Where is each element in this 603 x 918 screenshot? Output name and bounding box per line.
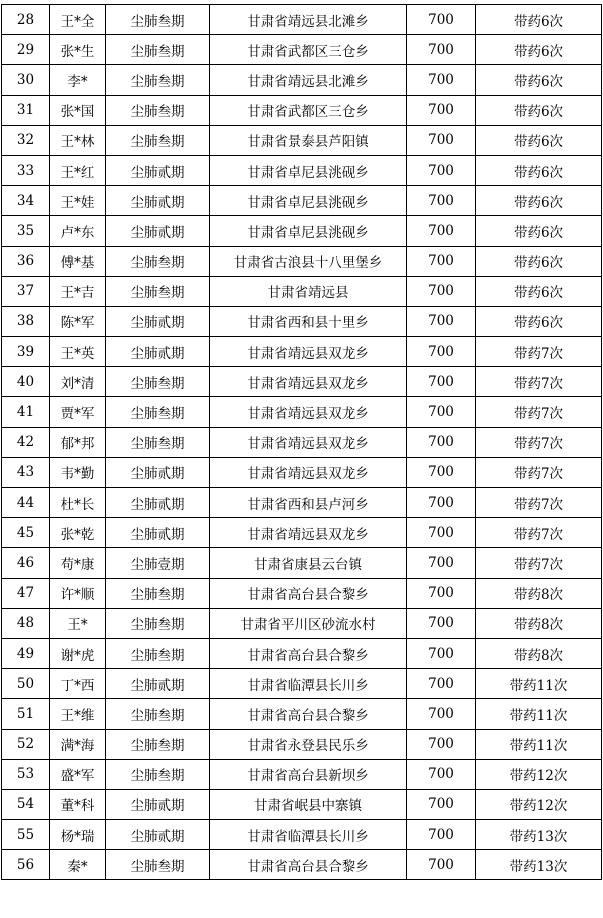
- patient-name-cell: 张*国: [50, 95, 106, 125]
- row-number-cell: 47: [2, 578, 50, 608]
- table-row: [2, 367, 602, 397]
- address-cell: 甘肃省卓尼县洮砚乡: [210, 155, 407, 185]
- patient-name-cell: 杨*瑞: [50, 820, 106, 850]
- patient-name-cell: 王*娃: [50, 186, 106, 216]
- disease-stage-cell: 尘肺叁期: [106, 95, 210, 125]
- amount-cell: 700: [407, 548, 476, 578]
- patient-name-cell: 王*: [50, 608, 106, 638]
- table-row: [2, 548, 602, 578]
- patient-name-cell: 韦*勤: [50, 457, 106, 487]
- row-number-cell: 33: [2, 155, 50, 185]
- table-row: [2, 186, 602, 216]
- medication-count-cell: 带药13次: [476, 820, 602, 850]
- disease-stage-cell: 尘肺贰期: [106, 457, 210, 487]
- medication-count-cell: 带药6次: [476, 5, 602, 35]
- row-number-cell: 43: [2, 457, 50, 487]
- patient-name-cell: 满*海: [50, 729, 106, 759]
- medication-count-cell: 带药6次: [476, 186, 602, 216]
- disease-stage-cell: 尘肺贰期: [106, 669, 210, 699]
- table-row: [2, 820, 602, 850]
- table-row: [2, 699, 602, 729]
- patient-name-cell: 陈*军: [50, 306, 106, 336]
- address-cell: 甘肃省靖远县北滩乡: [210, 5, 407, 35]
- amount-cell: 700: [407, 608, 476, 638]
- disease-stage-cell: 尘肺叁期: [106, 699, 210, 729]
- amount-cell: 700: [407, 306, 476, 336]
- medication-count-cell: 带药7次: [476, 427, 602, 457]
- disease-stage-cell: 尘肺贰期: [106, 820, 210, 850]
- patient-name-cell: 张*乾: [50, 518, 106, 548]
- patient-name-cell: 卢*东: [50, 216, 106, 246]
- disease-stage-cell: 尘肺叁期: [106, 638, 210, 668]
- address-cell: 甘肃省平川区砂流水村: [210, 608, 407, 638]
- table-row: [2, 5, 602, 35]
- row-number-cell: 29: [2, 35, 50, 65]
- patient-name-cell: 傅*基: [50, 246, 106, 276]
- table-row: [2, 518, 602, 548]
- medication-count-cell: 带药7次: [476, 457, 602, 487]
- records-table: [1, 4, 602, 880]
- address-cell: 甘肃省武都区三仓乡: [210, 35, 407, 65]
- patient-name-cell: 盛*军: [50, 759, 106, 789]
- patient-name-cell: 王*林: [50, 125, 106, 155]
- amount-cell: 700: [407, 820, 476, 850]
- address-cell: 甘肃省靖远县双龙乡: [210, 427, 407, 457]
- disease-stage-cell: 尘肺贰期: [106, 155, 210, 185]
- amount-cell: 700: [407, 488, 476, 518]
- amount-cell: 700: [407, 669, 476, 699]
- table-row: [2, 669, 602, 699]
- amount-cell: 700: [407, 699, 476, 729]
- table-row: [2, 638, 602, 668]
- address-cell: 甘肃省西和县卢河乡: [210, 488, 407, 518]
- row-number-cell: 50: [2, 669, 50, 699]
- address-cell: 甘肃省高台县合黎乡: [210, 850, 407, 880]
- disease-stage-cell: 尘肺贰期: [106, 488, 210, 518]
- medication-count-cell: 带药7次: [476, 488, 602, 518]
- amount-cell: 700: [407, 427, 476, 457]
- row-number-cell: 51: [2, 699, 50, 729]
- patient-name-cell: 秦*: [50, 850, 106, 880]
- table-row: [2, 789, 602, 819]
- address-cell: 甘肃省靖远县双龙乡: [210, 397, 407, 427]
- amount-cell: 700: [407, 397, 476, 427]
- table-row: [2, 246, 602, 276]
- patient-name-cell: 王*红: [50, 155, 106, 185]
- row-number-cell: 32: [2, 125, 50, 155]
- amount-cell: 700: [407, 638, 476, 668]
- amount-cell: 700: [407, 729, 476, 759]
- disease-stage-cell: 尘肺叁期: [106, 608, 210, 638]
- disease-stage-cell: 尘肺贰期: [106, 518, 210, 548]
- patient-name-cell: 郁*邦: [50, 427, 106, 457]
- medication-count-cell: 带药6次: [476, 306, 602, 336]
- address-cell: 甘肃省卓尼县洮砚乡: [210, 186, 407, 216]
- disease-stage-cell: 尘肺贰期: [106, 216, 210, 246]
- amount-cell: 700: [407, 246, 476, 276]
- address-cell: 甘肃省高台县合黎乡: [210, 638, 407, 668]
- medication-count-cell: 带药8次: [476, 608, 602, 638]
- table-row: [2, 155, 602, 185]
- row-number-cell: 30: [2, 65, 50, 95]
- medication-count-cell: 带药6次: [476, 246, 602, 276]
- disease-stage-cell: 尘肺叁期: [106, 5, 210, 35]
- table-row: [2, 457, 602, 487]
- disease-stage-cell: 尘肺贰期: [106, 337, 210, 367]
- row-number-cell: 46: [2, 548, 50, 578]
- amount-cell: 700: [407, 367, 476, 397]
- table-row: [2, 95, 602, 125]
- medication-count-cell: 带药12次: [476, 759, 602, 789]
- row-number-cell: 42: [2, 427, 50, 457]
- disease-stage-cell: 尘肺叁期: [106, 367, 210, 397]
- table-row: [2, 427, 602, 457]
- amount-cell: 700: [407, 518, 476, 548]
- row-number-cell: 35: [2, 216, 50, 246]
- disease-stage-cell: 尘肺叁期: [106, 125, 210, 155]
- patient-name-cell: 谢*虎: [50, 638, 106, 668]
- address-cell: 甘肃省康县云台镇: [210, 548, 407, 578]
- address-cell: 甘肃省临潭县长川乡: [210, 820, 407, 850]
- disease-stage-cell: 尘肺叁期: [106, 578, 210, 608]
- disease-stage-cell: 尘肺叁期: [106, 35, 210, 65]
- address-cell: 甘肃省临潭县长川乡: [210, 669, 407, 699]
- amount-cell: 700: [407, 95, 476, 125]
- disease-stage-cell: 尘肺叁期: [106, 759, 210, 789]
- patient-name-cell: 王*吉: [50, 276, 106, 306]
- records-table-body: [2, 5, 602, 880]
- medication-count-cell: 带药12次: [476, 789, 602, 819]
- address-cell: 甘肃省岷县中寨镇: [210, 789, 407, 819]
- row-number-cell: 48: [2, 608, 50, 638]
- row-number-cell: 31: [2, 95, 50, 125]
- disease-stage-cell: 尘肺叁期: [106, 65, 210, 95]
- medication-count-cell: 带药11次: [476, 669, 602, 699]
- address-cell: 甘肃省高台县新坝乡: [210, 759, 407, 789]
- medication-count-cell: 带药6次: [476, 65, 602, 95]
- address-cell: 甘肃省靖远县北滩乡: [210, 65, 407, 95]
- row-number-cell: 55: [2, 820, 50, 850]
- disease-stage-cell: 尘肺叁期: [106, 729, 210, 759]
- disease-stage-cell: 尘肺壹期: [106, 548, 210, 578]
- row-number-cell: 37: [2, 276, 50, 306]
- address-cell: 甘肃省永登县民乐乡: [210, 729, 407, 759]
- amount-cell: 700: [407, 125, 476, 155]
- address-cell: 甘肃省靖远县双龙乡: [210, 337, 407, 367]
- amount-cell: 700: [407, 337, 476, 367]
- disease-stage-cell: 尘肺叁期: [106, 427, 210, 457]
- medication-count-cell: 带药11次: [476, 729, 602, 759]
- table-row: [2, 488, 602, 518]
- amount-cell: 700: [407, 65, 476, 95]
- row-number-cell: 36: [2, 246, 50, 276]
- patient-name-cell: 董*科: [50, 789, 106, 819]
- amount-cell: 700: [407, 35, 476, 65]
- amount-cell: 700: [407, 216, 476, 246]
- patient-name-cell: 王*维: [50, 699, 106, 729]
- address-cell: 甘肃省西和县十里乡: [210, 306, 407, 336]
- address-cell: 甘肃省卓尼县洮砚乡: [210, 216, 407, 246]
- amount-cell: 700: [407, 186, 476, 216]
- medication-count-cell: 带药6次: [476, 125, 602, 155]
- table-row: [2, 397, 602, 427]
- row-number-cell: 41: [2, 397, 50, 427]
- table-row: [2, 850, 602, 880]
- patient-name-cell: 李*: [50, 65, 106, 95]
- table-row: [2, 276, 602, 306]
- medication-count-cell: 带药6次: [476, 95, 602, 125]
- table-row: [2, 578, 602, 608]
- patient-name-cell: 杜*长: [50, 488, 106, 518]
- amount-cell: 700: [407, 850, 476, 880]
- table-row: [2, 337, 602, 367]
- row-number-cell: 52: [2, 729, 50, 759]
- row-number-cell: 38: [2, 306, 50, 336]
- medication-count-cell: 带药8次: [476, 578, 602, 608]
- patient-name-cell: 刘*清: [50, 367, 106, 397]
- medication-count-cell: 带药8次: [476, 638, 602, 668]
- address-cell: 甘肃省武都区三仓乡: [210, 95, 407, 125]
- row-number-cell: 34: [2, 186, 50, 216]
- patient-name-cell: 丁*西: [50, 669, 106, 699]
- medication-count-cell: 带药7次: [476, 367, 602, 397]
- address-cell: 甘肃省高台县合黎乡: [210, 699, 407, 729]
- patient-name-cell: 贾*军: [50, 397, 106, 427]
- table-row: [2, 125, 602, 155]
- row-number-cell: 39: [2, 337, 50, 367]
- patient-name-cell: 王*全: [50, 5, 106, 35]
- row-number-cell: 45: [2, 518, 50, 548]
- address-cell: 甘肃省高台县合黎乡: [210, 578, 407, 608]
- medication-count-cell: 带药7次: [476, 397, 602, 427]
- address-cell: 甘肃省古浪县十八里堡乡: [210, 246, 407, 276]
- table-row: [2, 608, 602, 638]
- address-cell: 甘肃省靖远县双龙乡: [210, 457, 407, 487]
- amount-cell: 700: [407, 759, 476, 789]
- address-cell: 甘肃省靖远县双龙乡: [210, 518, 407, 548]
- patient-name-cell: 苟*康: [50, 548, 106, 578]
- patient-name-cell: 许*顺: [50, 578, 106, 608]
- table-row: [2, 759, 602, 789]
- table-row: [2, 729, 602, 759]
- medication-count-cell: 带药13次: [476, 850, 602, 880]
- row-number-cell: 53: [2, 759, 50, 789]
- medication-count-cell: 带药6次: [476, 276, 602, 306]
- disease-stage-cell: 尘肺贰期: [106, 306, 210, 336]
- medication-count-cell: 带药7次: [476, 548, 602, 578]
- table-row: [2, 35, 602, 65]
- amount-cell: 700: [407, 155, 476, 185]
- medication-count-cell: 带药7次: [476, 518, 602, 548]
- address-cell: 甘肃省靖远县: [210, 276, 407, 306]
- medication-count-cell: 带药6次: [476, 216, 602, 246]
- row-number-cell: 40: [2, 367, 50, 397]
- row-number-cell: 28: [2, 5, 50, 35]
- row-number-cell: 44: [2, 488, 50, 518]
- amount-cell: 700: [407, 5, 476, 35]
- medication-count-cell: 带药6次: [476, 35, 602, 65]
- address-cell: 甘肃省景泰县芦阳镇: [210, 125, 407, 155]
- patient-name-cell: 张*生: [50, 35, 106, 65]
- medication-count-cell: 带药11次: [476, 699, 602, 729]
- disease-stage-cell: 尘肺叁期: [106, 397, 210, 427]
- amount-cell: 700: [407, 276, 476, 306]
- table-row: [2, 65, 602, 95]
- amount-cell: 700: [407, 578, 476, 608]
- disease-stage-cell: 尘肺贰期: [106, 186, 210, 216]
- disease-stage-cell: 尘肺叁期: [106, 850, 210, 880]
- disease-stage-cell: 尘肺叁期: [106, 276, 210, 306]
- medication-count-cell: 带药6次: [476, 155, 602, 185]
- table-row: [2, 306, 602, 336]
- table-row: [2, 216, 602, 246]
- patient-name-cell: 王*英: [50, 337, 106, 367]
- disease-stage-cell: 尘肺贰期: [106, 789, 210, 819]
- medication-count-cell: 带药7次: [476, 337, 602, 367]
- amount-cell: 700: [407, 457, 476, 487]
- row-number-cell: 49: [2, 638, 50, 668]
- address-cell: 甘肃省靖远县双龙乡: [210, 367, 407, 397]
- row-number-cell: 56: [2, 850, 50, 880]
- amount-cell: 700: [407, 789, 476, 819]
- disease-stage-cell: 尘肺叁期: [106, 246, 210, 276]
- row-number-cell: 54: [2, 789, 50, 819]
